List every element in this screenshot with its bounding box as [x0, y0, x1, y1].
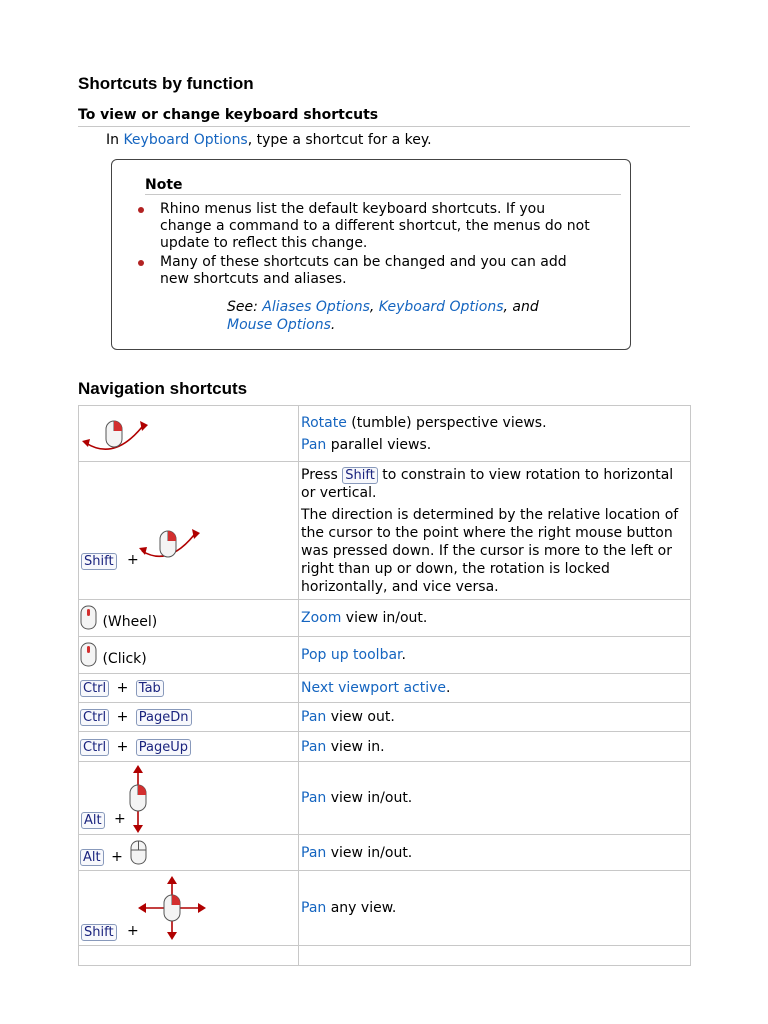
mouse-options-link[interactable]: Mouse Options: [227, 317, 331, 333]
vertical-drag-icon: [126, 765, 150, 833]
mouse-middle-click-icon: [80, 642, 98, 668]
rotate-link[interactable]: Rotate: [301, 414, 347, 431]
table-row: [79, 674, 691, 703]
right-drag-rotate-icon: [80, 409, 160, 459]
table-row: [79, 406, 691, 462]
shortcut-cell: (Wheel): [79, 600, 299, 637]
table-row: [79, 871, 691, 946]
alt-key: Alt: [81, 812, 105, 829]
intro-text: In Keyboard Options, type a shortcut for a key.: [106, 132, 432, 148]
table-row: [79, 637, 691, 674]
table-row: [79, 762, 691, 835]
description-cell: Pan view in/out.: [299, 762, 691, 835]
pageup-key: PageUp: [136, 739, 191, 756]
section-heading-keyboard: To view or change keyboard shortcuts: [78, 107, 690, 127]
table-row: [79, 703, 691, 732]
description-cell: Pan view out.: [299, 703, 691, 732]
shortcut-cell: Alt +: [79, 835, 299, 871]
shortcut-cell: Shift +: [79, 462, 299, 600]
description-cell: Press Shift to constrain to view rotation to horizontal or vertical. The direction is determined by the relative location of the cursor to the point where the right mouse button was pressed down. If the cursor is more to the left or right than up or down, the rotation is locked horizontally, and vice versa.: [299, 462, 691, 600]
table-row: [79, 732, 691, 762]
note-title: Note: [145, 177, 621, 195]
shortcut-cell: Ctrl + PageUp: [79, 732, 299, 762]
ctrl-key: Ctrl: [80, 709, 109, 726]
four-way-drag-icon: [138, 876, 206, 940]
pan-link[interactable]: Pan: [301, 790, 327, 806]
description-cell: Pop up toolbar.: [299, 637, 691, 674]
zoom-link[interactable]: Zoom: [301, 610, 342, 626]
table-row: [79, 946, 691, 966]
pan-link[interactable]: Pan: [301, 900, 327, 916]
alt-key: Alt: [80, 849, 104, 866]
tab-key: Tab: [136, 680, 164, 697]
see-also: See: Aliases Options, Keyboard Options, and Mouse Options.: [227, 299, 539, 333]
list-item: Rhino menus list the default keyboard shortcuts. If you change a command to a different shortcut, the menus do not update to reflect this change.: [160, 201, 600, 252]
shortcut-cell: Ctrl + PageDn: [79, 703, 299, 732]
shift-key: Shift: [342, 467, 378, 484]
description-cell: Pan view in.: [299, 732, 691, 762]
mouse-wheel-icon: [80, 605, 98, 631]
page-title: Shortcuts by function: [78, 74, 254, 93]
description-cell: Pan view in/out.: [299, 835, 691, 871]
pagedn-key: PageDn: [136, 709, 192, 726]
list-item: Many of these shortcuts can be changed and you can add new shortcuts and aliases.: [160, 254, 600, 288]
ctrl-key: Ctrl: [80, 739, 109, 756]
description-cell: Zoom view in/out.: [299, 600, 691, 637]
pan-link[interactable]: Pan: [301, 709, 327, 725]
table-row: [79, 462, 691, 600]
description-cell: Next viewport active.: [299, 674, 691, 703]
ctrl-key: Ctrl: [80, 680, 109, 697]
navigation-shortcuts-table: [78, 405, 691, 966]
description-cell: [299, 946, 691, 966]
note-box: [111, 159, 631, 350]
shift-key: Shift: [81, 924, 117, 941]
shortcut-cell: Alt +: [79, 762, 299, 835]
bullet-icon: [138, 260, 144, 266]
note-list: [160, 201, 600, 290]
shortcut-cell: (Click): [79, 637, 299, 674]
pan-link[interactable]: Pan: [301, 436, 327, 453]
mouse-icon: [130, 840, 148, 866]
keyboard-options-link[interactable]: Keyboard Options: [123, 132, 248, 148]
right-drag-rotate-icon: [138, 521, 208, 571]
pop-up-toolbar-link[interactable]: Pop up toolbar: [301, 647, 402, 663]
aliases-options-link[interactable]: Aliases Options: [262, 299, 370, 315]
description-cell: Pan any view.: [299, 871, 691, 946]
description-cell: Rotate (tumble) perspective views. Pan parallel views.: [299, 406, 691, 462]
table-row: [79, 835, 691, 871]
pan-link[interactable]: Pan: [301, 738, 327, 755]
shift-key: Shift: [81, 553, 117, 570]
shortcut-cell: [79, 406, 299, 462]
table-row: [79, 600, 691, 637]
shortcut-cell: Ctrl + Tab: [79, 674, 299, 703]
navigation-heading: Navigation shortcuts: [78, 379, 248, 398]
shortcut-cell: [79, 946, 299, 966]
bullet-icon: [138, 207, 144, 213]
pan-link[interactable]: Pan: [301, 844, 327, 861]
keyboard-options-link-2[interactable]: Keyboard Options: [378, 299, 504, 315]
shortcut-cell: Shift +: [79, 871, 299, 946]
next-viewport-active-link[interactable]: Next viewport active: [301, 680, 447, 696]
